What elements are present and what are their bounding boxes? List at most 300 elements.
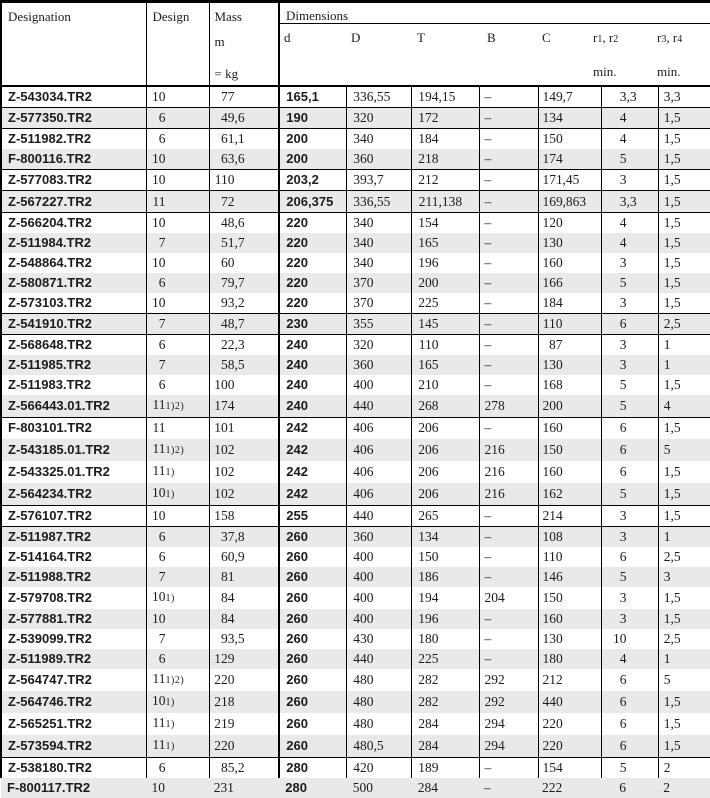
mass-cell: 22,3 <box>209 335 279 356</box>
table-row <box>1 669 710 691</box>
d-cell: 260 <box>279 567 346 587</box>
mass-cell: 58,5 <box>209 355 279 375</box>
d-cell: 260 <box>279 609 346 629</box>
D-cell: 340 <box>346 253 411 273</box>
T-cell: 284 <box>411 713 479 735</box>
header-r34-label: r3, r4 <box>657 30 683 45</box>
designation-cell: Z-576107.TR2 <box>1 505 146 526</box>
mass-cell: 102 <box>209 439 279 461</box>
d-cell: 240 <box>279 355 346 375</box>
design-footnote: 1) <box>165 719 175 731</box>
r12-cell: 5 <box>601 375 658 395</box>
designation-cell: Z-580871.TR2 <box>1 273 146 293</box>
header-col-B: B <box>487 30 496 45</box>
r34-cell: 1 <box>658 649 710 669</box>
d-cell: 220 <box>279 233 346 253</box>
table-row <box>1 778 710 798</box>
r12-cell: 6 <box>601 439 658 461</box>
B-cell: – <box>479 314 538 335</box>
mass-cell: 110 <box>209 170 279 191</box>
C-cell: 134 <box>538 108 601 129</box>
B-cell: 292 <box>479 691 538 713</box>
designation-cell: Z-538180.TR2 <box>1 758 146 779</box>
B-cell: 278 <box>479 395 538 418</box>
B-cell: – <box>479 293 538 314</box>
designation-cell: Z-577350.TR2 <box>1 108 146 129</box>
B-cell: – <box>479 86 538 108</box>
design-cell: 10 <box>146 609 209 629</box>
mass-cell: 129 <box>209 649 279 669</box>
d-cell: 255 <box>279 505 346 526</box>
r34-cell: 2,5 <box>658 629 710 649</box>
design-cell: 7 <box>146 629 209 649</box>
C-cell: 212 <box>538 669 601 691</box>
T-cell: 200 <box>411 273 479 293</box>
C-cell: 160 <box>538 609 601 629</box>
D-cell: 400 <box>346 587 411 609</box>
C-cell: 174 <box>538 149 601 170</box>
T-cell: 172 <box>411 108 479 129</box>
r12-cell: 5 <box>601 149 658 170</box>
B-cell: – <box>479 335 538 356</box>
designation-cell: Z-511984.TR2 <box>1 233 146 253</box>
C-cell: 150 <box>538 129 601 150</box>
D-cell: 480 <box>346 669 411 691</box>
mass-cell: 51,7 <box>209 233 279 253</box>
r34-cell: 1,5 <box>658 587 710 609</box>
r12-cell: 6 <box>601 461 658 483</box>
r34-cell: 1,5 <box>658 273 710 293</box>
table-row <box>1 108 710 129</box>
r12-cell: 3 <box>601 335 658 356</box>
design-cell: 7 <box>146 355 209 375</box>
design-cell: 101) <box>146 587 209 609</box>
mass-cell: 102 <box>209 483 279 506</box>
T-cell: 284 <box>411 735 479 758</box>
header-r12-min: min. <box>593 64 617 79</box>
header-mass-unit: = kg <box>214 66 239 81</box>
designation-cell: Z-511985.TR2 <box>1 355 146 375</box>
d-cell: 240 <box>279 335 346 356</box>
D-cell: 406 <box>346 461 411 483</box>
header-dimensions-label: Dimensions <box>280 3 710 24</box>
C-cell: 160 <box>538 461 601 483</box>
r12-cell: 6 <box>601 314 658 335</box>
C-cell: 110 <box>538 547 601 567</box>
r12-cell: 3 <box>601 293 658 314</box>
T-cell: 282 <box>411 669 479 691</box>
designation-cell: Z-543325.01.TR2 <box>1 461 146 483</box>
design-cell: 111)2) <box>146 669 209 691</box>
d-cell: 206,375 <box>279 191 346 212</box>
C-cell: 168 <box>538 375 601 395</box>
B-cell: 216 <box>479 483 538 506</box>
designation-cell: Z-564747.TR2 <box>1 669 146 691</box>
r34-cell: 5 <box>658 669 710 691</box>
T-cell: 145 <box>411 314 479 335</box>
T-cell: 134 <box>411 526 479 547</box>
designation-cell: Z-511987.TR2 <box>1 526 146 547</box>
B-cell: – <box>479 233 538 253</box>
C-cell: 220 <box>538 735 601 758</box>
C-cell: 149,7 <box>538 86 601 108</box>
mass-cell: 102 <box>209 461 279 483</box>
designation-cell: Z-511982.TR2 <box>1 129 146 150</box>
design-cell: 6 <box>146 335 209 356</box>
r12-cell: 6 <box>601 713 658 735</box>
D-cell: 320 <box>346 108 411 129</box>
mass-cell: 231 <box>213 780 234 796</box>
T-cell: 150 <box>411 547 479 567</box>
C-cell: 222 <box>542 780 563 796</box>
d-cell: 260 <box>279 735 346 758</box>
D-cell: 420 <box>346 758 411 779</box>
D-cell: 370 <box>346 273 411 293</box>
d-cell: 240 <box>279 395 346 418</box>
designation-cell: Z-567227.TR2 <box>1 191 146 212</box>
table-body <box>1 86 710 798</box>
designation-cell: Z-539099.TR2 <box>1 629 146 649</box>
r34-cell: 2 <box>663 780 670 796</box>
D-cell: 400 <box>346 375 411 395</box>
r34-cell: 1,5 <box>658 170 710 191</box>
designation-cell: Z-573594.TR2 <box>1 735 146 758</box>
C-cell: 110 <box>538 314 601 335</box>
B-cell: – <box>479 375 538 395</box>
C-cell: 150 <box>538 587 601 609</box>
table-row <box>1 461 710 483</box>
r12-cell: 6 <box>619 780 626 796</box>
r12-cell: 6 <box>601 691 658 713</box>
r12-cell: 6 <box>601 669 658 691</box>
table-row <box>1 547 710 567</box>
header-col-T: T <box>417 30 425 45</box>
C-cell: 162 <box>538 483 601 506</box>
D-cell: 400 <box>346 609 411 629</box>
r12-cell: 5 <box>601 758 658 779</box>
design-footnote: 1) <box>165 697 175 709</box>
table-row <box>1 375 710 395</box>
designation-cell: Z-565251.TR2 <box>1 713 146 735</box>
design-cell: 7 <box>146 314 209 335</box>
T-cell: 282 <box>411 691 479 713</box>
r12-cell: 3 <box>601 505 658 526</box>
r34-cell: 1,5 <box>658 293 710 314</box>
D-cell: 480,5 <box>346 735 411 758</box>
r12-cell: 5 <box>601 567 658 587</box>
B-cell: 204 <box>479 587 538 609</box>
D-cell: 440 <box>346 505 411 526</box>
D-cell: 430 <box>346 629 411 649</box>
d-cell: 200 <box>279 129 346 150</box>
T-cell: 206 <box>411 483 479 506</box>
D-cell: 336,55 <box>346 86 411 108</box>
mass-cell: 77 <box>209 86 279 108</box>
header-design-cell <box>146 2 209 87</box>
design-cell: 10 <box>146 253 209 273</box>
design-cell: 6 <box>146 758 209 779</box>
r12-cell: 6 <box>601 418 658 439</box>
design-cell: 6 <box>146 129 209 150</box>
header-mass-symbol: m <box>214 34 225 49</box>
mass-cell: 93,2 <box>209 293 279 314</box>
design-footnote: 1) <box>165 466 175 478</box>
C-cell: 146 <box>538 567 601 587</box>
d-cell: 280 <box>279 758 346 779</box>
mass-cell: 79,7 <box>209 273 279 293</box>
design-cell: 10 <box>146 86 209 108</box>
B-cell: – <box>479 526 538 547</box>
r34-cell: 1,5 <box>658 483 710 506</box>
mass-cell: 100 <box>209 375 279 395</box>
d-cell: 220 <box>279 253 346 273</box>
r34-cell: 1,5 <box>658 233 710 253</box>
mass-cell: 49,6 <box>209 108 279 129</box>
B-cell: 216 <box>479 461 538 483</box>
T-cell: 165 <box>411 355 479 375</box>
d-cell: 242 <box>279 439 346 461</box>
T-cell: 196 <box>411 253 479 273</box>
header-designation-cell <box>1 2 146 87</box>
r34-cell: 1 <box>658 335 710 356</box>
d-cell: 280 <box>285 780 307 796</box>
d-cell: 260 <box>279 713 346 735</box>
r12-cell: 3 <box>601 253 658 273</box>
mass-cell: 72 <box>209 191 279 212</box>
C-cell: 214 <box>538 505 601 526</box>
r34-cell: 1,5 <box>658 505 710 526</box>
designation-cell: F-803101.TR2 <box>1 418 146 439</box>
header-col-d: d <box>284 30 291 45</box>
table-row <box>1 567 710 587</box>
mass-cell: 158 <box>209 505 279 526</box>
design-cell: 111)2) <box>146 439 209 461</box>
C-cell: 130 <box>538 233 601 253</box>
d-cell: 230 <box>279 314 346 335</box>
r12-cell: 3 <box>601 355 658 375</box>
d-cell: 190 <box>279 108 346 129</box>
T-cell: 211,138 <box>411 191 479 212</box>
design-cell: 11 <box>146 418 209 439</box>
mass-cell: 60 <box>209 253 279 273</box>
T-cell: 194,15 <box>411 86 479 108</box>
design-cell: 6 <box>146 649 209 669</box>
design-cell: 6 <box>146 273 209 293</box>
mass-cell: 101 <box>209 418 279 439</box>
design-cell: 11 <box>146 191 209 212</box>
T-cell: 189 <box>411 758 479 779</box>
mass-cell: 174 <box>209 395 279 418</box>
C-cell: 130 <box>538 629 601 649</box>
r12-cell: 10 <box>601 629 658 649</box>
table-row <box>1 483 710 506</box>
designation-cell: Z-577881.TR2 <box>1 609 146 629</box>
r12-cell: 3,3 <box>601 191 658 212</box>
T-cell: 225 <box>411 649 479 669</box>
B-cell: – <box>479 649 538 669</box>
table-row <box>1 418 710 439</box>
r34-cell: 1 <box>658 526 710 547</box>
B-cell: – <box>479 547 538 567</box>
design-cell: 111) <box>146 461 209 483</box>
C-cell: 166 <box>538 273 601 293</box>
D-cell: 340 <box>346 129 411 150</box>
T-cell: 206 <box>411 461 479 483</box>
design-cell: 7 <box>146 567 209 587</box>
C-cell: 120 <box>538 212 601 233</box>
design-cell: 111) <box>146 713 209 735</box>
r12-cell: 6 <box>601 735 658 758</box>
r12-cell: 3 <box>601 587 658 609</box>
r34-cell: 1,5 <box>658 691 710 713</box>
r34-cell: 3 <box>658 567 710 587</box>
T-cell: 284 <box>417 780 438 796</box>
T-cell: 184 <box>411 129 479 150</box>
design-cell: 6 <box>146 526 209 547</box>
r34-cell: 1,5 <box>658 609 710 629</box>
mass-cell: 61,1 <box>209 129 279 150</box>
r12-cell: 4 <box>601 129 658 150</box>
D-cell: 406 <box>346 418 411 439</box>
design-cell: 111)2) <box>146 395 209 418</box>
T-cell: 180 <box>411 629 479 649</box>
design-footnote: 1)2) <box>165 401 185 413</box>
r34-cell: 1,5 <box>658 418 710 439</box>
T-cell: 268 <box>411 395 479 418</box>
mass-cell: 220 <box>209 735 279 758</box>
D-cell: 500 <box>352 780 373 796</box>
D-cell: 340 <box>346 233 411 253</box>
designation-cell: Z-577083.TR2 <box>1 170 146 191</box>
r12-cell: 3 <box>601 170 658 191</box>
table-row <box>1 609 710 629</box>
r12-cell: 4 <box>601 212 658 233</box>
B-cell: – <box>484 780 491 796</box>
D-cell: 406 <box>346 483 411 506</box>
r34-cell: 3,3 <box>658 86 710 108</box>
C-cell: 160 <box>538 253 601 273</box>
header-mass-cell <box>209 2 279 87</box>
r34-cell: 1,5 <box>658 212 710 233</box>
design-cell: 101) <box>146 483 209 506</box>
designation-cell: Z-543034.TR2 <box>1 86 146 108</box>
table-row <box>1 253 710 273</box>
mass-cell: 37,8 <box>209 526 279 547</box>
B-cell: – <box>479 129 538 150</box>
design-cell: 10 <box>146 149 209 170</box>
table-row <box>1 273 710 293</box>
design-footnote: 1)2) <box>165 675 185 687</box>
r34-cell: 2,5 <box>658 314 710 335</box>
B-cell: – <box>479 758 538 779</box>
header-dimensions-cell <box>279 2 710 87</box>
table-row <box>1 395 710 418</box>
B-cell: – <box>479 212 538 233</box>
T-cell: 218 <box>411 149 479 170</box>
r34-cell: 1,5 <box>658 129 710 150</box>
mass-cell: 84 <box>209 587 279 609</box>
B-cell: – <box>479 355 538 375</box>
B-cell: 294 <box>479 713 538 735</box>
mass-cell: 48,6 <box>209 212 279 233</box>
d-cell: 260 <box>279 629 346 649</box>
T-cell: 212 <box>411 170 479 191</box>
C-cell: 180 <box>538 649 601 669</box>
d-cell: 260 <box>279 526 346 547</box>
header-col-r34 <box>657 24 710 82</box>
mass-cell: 60,9 <box>209 547 279 567</box>
header-designation-label: Designation <box>8 9 71 24</box>
d-cell: 260 <box>279 691 346 713</box>
D-cell: 360 <box>346 526 411 547</box>
table-row <box>1 587 710 609</box>
mass-cell: 93,5 <box>209 629 279 649</box>
table-row <box>1 649 710 669</box>
C-cell: 169,863 <box>538 191 601 212</box>
header-col-C: C <box>542 30 551 45</box>
B-cell: – <box>479 273 538 293</box>
design-footnote: 1)2) <box>165 444 185 456</box>
r34-cell: 2 <box>658 758 710 779</box>
r34-cell: 1,5 <box>658 108 710 129</box>
d-cell: 240 <box>279 375 346 395</box>
T-cell: 165 <box>411 233 479 253</box>
table-row <box>1 233 710 253</box>
r34-cell: 1 <box>658 355 710 375</box>
d-cell: 242 <box>279 461 346 483</box>
mass-cell: 220 <box>209 669 279 691</box>
T-cell: 194 <box>411 587 479 609</box>
table-row <box>1 293 710 314</box>
C-cell: 87 <box>538 335 601 356</box>
d-cell: 200 <box>279 149 346 170</box>
table-row <box>1 355 710 375</box>
table-row <box>1 314 710 335</box>
mass-cell: 63,6 <box>209 149 279 170</box>
designation-cell: Z-568648.TR2 <box>1 335 146 356</box>
designation-cell: Z-564746.TR2 <box>1 691 146 713</box>
d-cell: 260 <box>279 669 346 691</box>
D-cell: 320 <box>346 335 411 356</box>
B-cell: 216 <box>479 439 538 461</box>
mass-cell: 48,7 <box>209 314 279 335</box>
r34-cell: 1,5 <box>658 713 710 735</box>
d-cell: 260 <box>279 649 346 669</box>
d-cell: 260 <box>279 587 346 609</box>
C-cell: 171,45 <box>538 170 601 191</box>
r12-cell: 6 <box>601 547 658 567</box>
r34-cell: 5 <box>658 439 710 461</box>
r34-cell: 1,5 <box>658 375 710 395</box>
mass-cell: 81 <box>209 567 279 587</box>
design-footnote: 1) <box>165 741 175 753</box>
r34-cell: 1,5 <box>658 461 710 483</box>
header-col-r12 <box>593 24 657 82</box>
r12-cell: 4 <box>601 108 658 129</box>
designation-cell: Z-511983.TR2 <box>1 375 146 395</box>
designation-cell: Z-548864.TR2 <box>1 253 146 273</box>
d-cell: 220 <box>279 273 346 293</box>
D-cell: 400 <box>346 567 411 587</box>
D-cell: 400 <box>346 547 411 567</box>
B-cell: – <box>479 609 538 629</box>
D-cell: 480 <box>346 713 411 735</box>
table-row <box>1 526 710 547</box>
table-row <box>1 170 710 191</box>
T-cell: 154 <box>411 212 479 233</box>
T-cell: 206 <box>411 418 479 439</box>
D-cell: 355 <box>346 314 411 335</box>
